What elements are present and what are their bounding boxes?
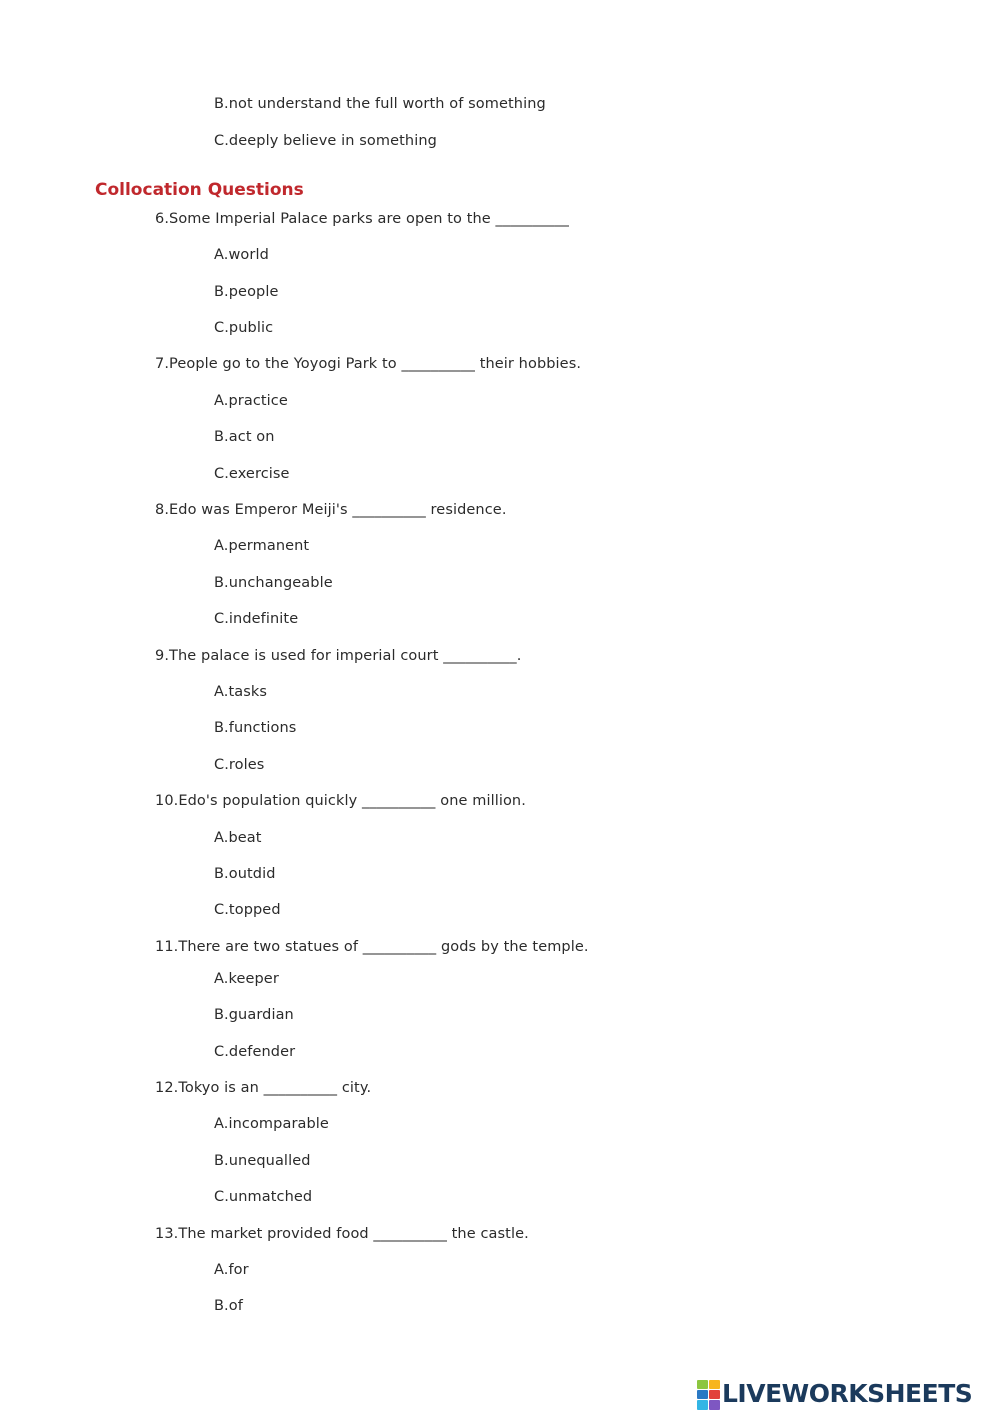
section-heading: Collocation Questions — [95, 180, 304, 200]
question-text: 9.The palace is used for imperial court __________. — [155, 648, 522, 664]
question-text: 12.Tokyo is an __________ city. — [155, 1080, 372, 1096]
option-text: C.indefinite — [214, 611, 299, 627]
option-text: A.world — [214, 247, 269, 263]
option-text: A.practice — [214, 393, 288, 409]
question-text: 8.Edo was Emperor Meiji's __________ residence. — [155, 502, 507, 518]
liveworksheets-logo-icon — [697, 1380, 719, 1408]
option-text: A.tasks — [214, 684, 268, 700]
logo-text: LIVEWORKSHEETS — [722, 1379, 973, 1408]
option-text: B.guardian — [214, 1007, 294, 1023]
option-text: C.deeply believe in something — [214, 133, 437, 149]
option-text: B.people — [214, 284, 279, 300]
liveworksheets-logo — [697, 1378, 972, 1410]
question-text: 6.Some Imperial Palace parks are open to the __________ — [155, 211, 570, 227]
option-text: B.not understand the full worth of something — [214, 96, 546, 112]
option-text: B.of — [214, 1298, 243, 1314]
question-text: 10.Edo's population quickly __________ one million. — [155, 793, 526, 809]
option-text: C.exercise — [214, 466, 290, 482]
option-text: A.beat — [214, 830, 262, 846]
option-text: C.defender — [214, 1044, 296, 1060]
option-text: B.unchangeable — [214, 575, 333, 591]
option-text: A.incomparable — [214, 1116, 329, 1132]
question-text: 11.There are two statues of __________ gods by the temple. — [155, 939, 589, 955]
option-text: B.functions — [214, 720, 297, 736]
option-text: A.permanent — [214, 538, 310, 554]
option-text: C.unmatched — [214, 1189, 313, 1205]
option-text: A.for — [214, 1262, 249, 1278]
option-text: C.roles — [214, 757, 265, 773]
question-text: 13.The market provided food __________ the castle. — [155, 1226, 529, 1242]
option-text: B.act on — [214, 429, 275, 445]
option-text: A.keeper — [214, 971, 279, 987]
option-text: C.topped — [214, 902, 281, 918]
option-text: B.unequalled — [214, 1153, 311, 1169]
option-text: C.public — [214, 320, 274, 336]
option-text: B.outdid — [214, 866, 276, 882]
question-text: 7.People go to the Yoyogi Park to __________ their hobbies. — [155, 356, 582, 372]
